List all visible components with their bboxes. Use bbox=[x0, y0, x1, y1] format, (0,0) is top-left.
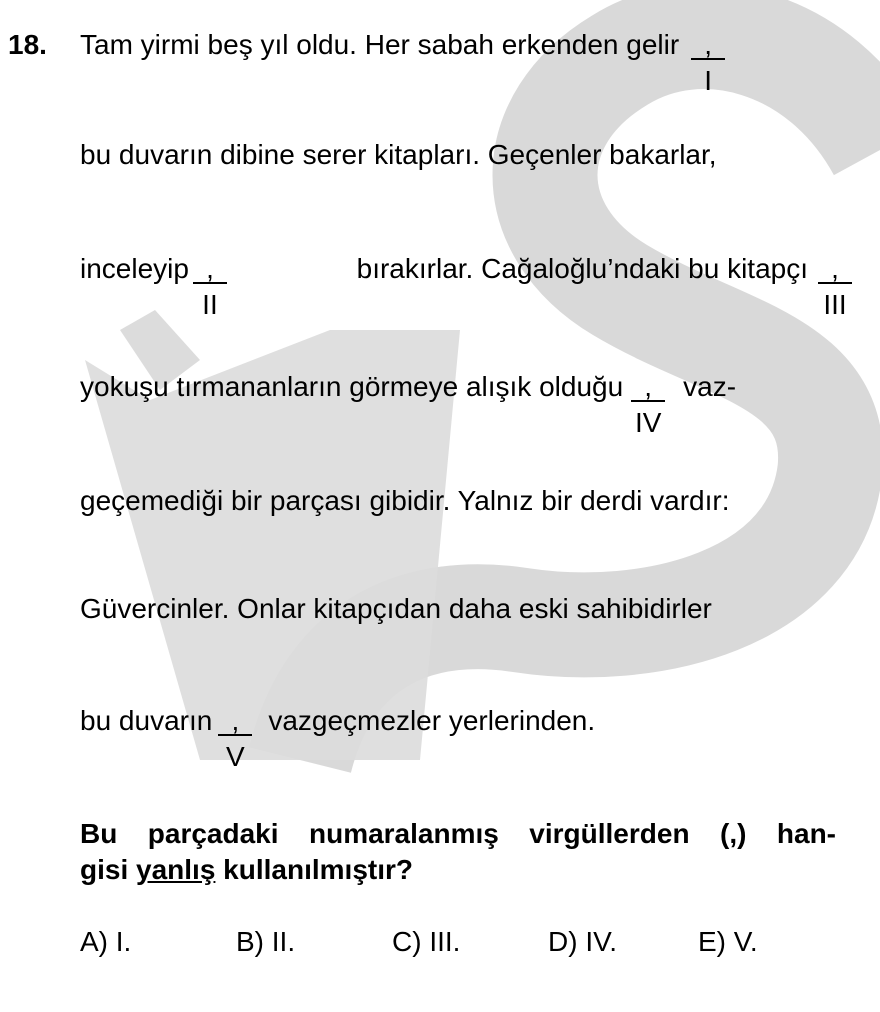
prompt-text: gisi bbox=[80, 854, 137, 885]
roman-numeral: V bbox=[225, 741, 245, 772]
roman-numeral: I bbox=[704, 65, 713, 96]
passage-line-3 bbox=[80, 252, 852, 320]
question-number: 18. bbox=[8, 29, 47, 60]
comma: , bbox=[704, 29, 713, 60]
emphasized-word: yanlış bbox=[136, 854, 216, 885]
passage-line-1 bbox=[80, 28, 731, 96]
numbered-comma-V bbox=[218, 705, 252, 772]
prompt-text: kullanılmıştır? bbox=[215, 854, 414, 885]
option-b[interactable]: B) II. bbox=[236, 926, 296, 957]
line-text: inceleyip bbox=[80, 253, 189, 284]
roman-numeral: III bbox=[823, 289, 847, 320]
line-text: Tam yirmi beş yıl oldu. Her sabah erkenden gelir bbox=[80, 29, 680, 60]
passage-line-4 bbox=[80, 370, 737, 438]
comma: , bbox=[831, 253, 839, 284]
passage-line-7 bbox=[80, 704, 596, 772]
option-d[interactable]: D) IV. bbox=[548, 926, 617, 957]
question-prompt bbox=[80, 816, 840, 888]
passage-line-6: Güvercinler. Onlar kitapçıdan daha eski sahibidirler bbox=[80, 593, 712, 624]
line-text: yokuşu tırmananların görmeye alışık olduğu bbox=[80, 371, 624, 402]
line-text: vaz- bbox=[683, 371, 737, 402]
numbered-comma-III bbox=[818, 253, 852, 320]
line-text: bu duvarın bbox=[80, 705, 213, 736]
option-e[interactable]: E) V. bbox=[698, 926, 758, 957]
comma: , bbox=[644, 371, 653, 402]
comma: , bbox=[206, 253, 214, 284]
numbered-comma-IV bbox=[631, 371, 665, 438]
answer-options bbox=[80, 926, 854, 958]
numbered-comma-II bbox=[193, 253, 227, 320]
roman-numeral: II bbox=[202, 289, 218, 320]
passage-line-2: bu duvarın dibine serer kitapları. Geçenler bakarlar, bbox=[80, 139, 717, 170]
numbered-comma-I bbox=[691, 29, 725, 96]
roman-numeral: IV bbox=[634, 407, 662, 438]
prompt-line-1: Bu parçadaki numaralanmış virgüllerden (,) han- bbox=[80, 818, 836, 849]
line-text: bırakırlar. Cağaloğlu’ndaki bu kitapçı bbox=[356, 253, 808, 284]
prompt-line-2 bbox=[80, 852, 840, 888]
option-a[interactable]: A) I. bbox=[80, 926, 132, 957]
passage-line-5: geçemediği bir parçası gibidir. Yalnız bir derdi vardır: bbox=[80, 485, 730, 516]
line-text: vazgeçmezler yerlerinden. bbox=[268, 705, 596, 736]
option-c[interactable]: C) III. bbox=[392, 926, 461, 957]
comma: , bbox=[231, 705, 240, 736]
